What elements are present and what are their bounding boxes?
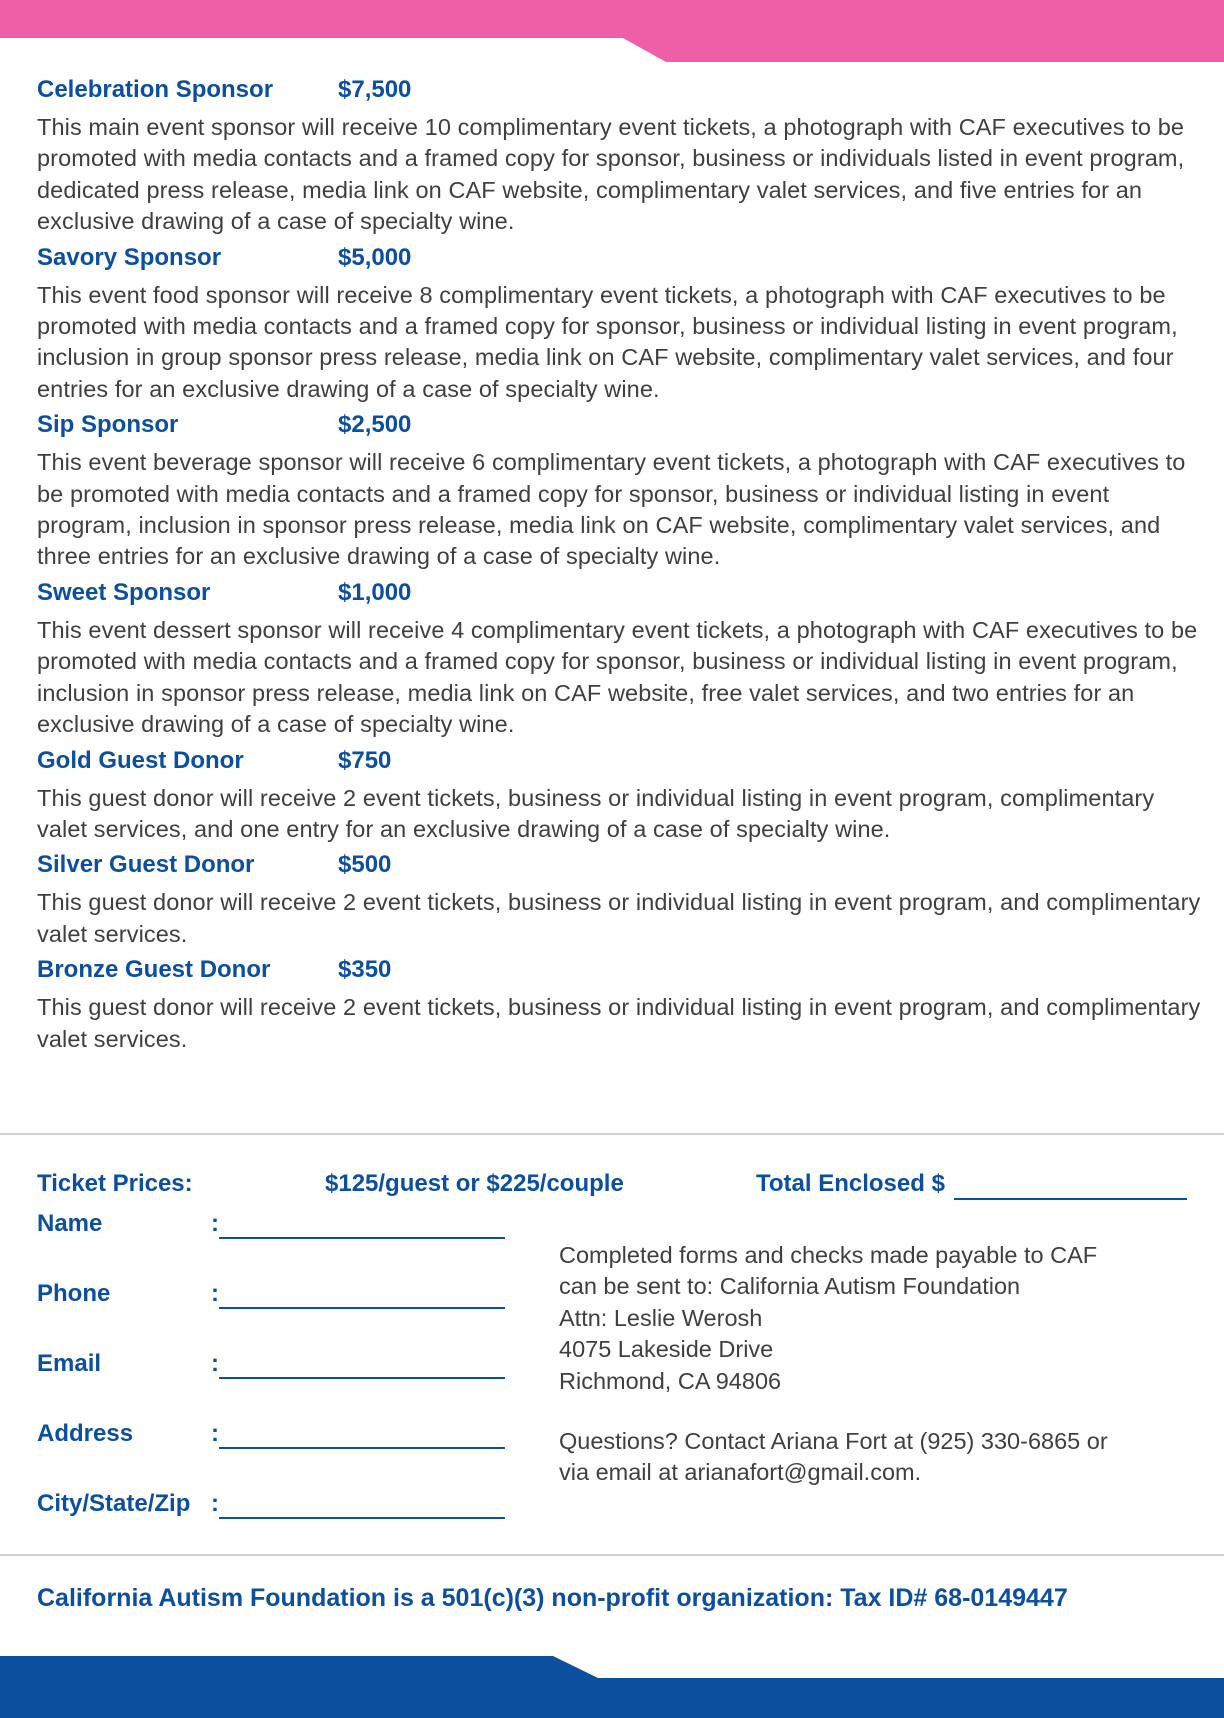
tier-name: Sip Sponsor: [37, 411, 179, 439]
mail-line: 4075 Lakeside Drive: [559, 1336, 774, 1363]
tier-sweet-sponsor: [37, 577, 1207, 741]
tier-sip-sponsor: [37, 409, 1207, 573]
tier-price: $5,000: [338, 243, 412, 271]
mailing-instructions: [559, 1240, 1199, 1397]
tier-description: This event food sponsor will receive 8 complimentary event tickets, a photograph with CAF executives to be promoted with media contacts and a framed copy for sponsor, business or individual listing in event program, inclusion in group sponsor press release, media link on CAF website, complimentary valet services, and four entries for an exclusive drawing of a case of specialty wine.: [37, 281, 1178, 402]
tier-name: Bronze Guest Donor: [37, 956, 271, 984]
tier-description: This event dessert sponsor will receive 4 complimentary event tickets, a photograph with CAF executives to be promoted with media contacts and a framed copy for sponsor, business or individual listing in event program, inclusion in sponsor press release, media link on CAF website, free valet services, and two entries for an exclusive drawing of a case of specialty wine.: [37, 616, 1198, 738]
tier-price: $2,500: [338, 411, 412, 439]
mail-line: Richmond, CA 94806: [559, 1367, 782, 1394]
sponsorship-tiers: [37, 74, 1207, 1059]
tier-description: This event beverage sponsor will receive 6 complimentary event tickets, a photograph with CAF executives to be promoted with media contacts and a framed copy for sponsor, business or individual listing in event program, inclusion in sponsor press release, media link on CAF website, complimentary valet services, and three entries for an exclusive drawing of a case of specialty wine.: [37, 449, 1186, 570]
mail-line: can be sent to: California Autism Foundation: [559, 1273, 1021, 1300]
tier-price: $350: [338, 956, 392, 984]
tier-price: $7,500: [338, 76, 412, 103]
mail-line: Attn: Leslie Werosh: [559, 1304, 763, 1331]
tier-name: Celebration Sponsor: [37, 76, 274, 103]
phone-field[interactable]: [219, 1307, 505, 1309]
tier-name: Silver Guest Donor: [37, 851, 255, 879]
tier-name: Savory Sponsor: [37, 243, 222, 271]
tier-name: Sweet Sponsor: [37, 578, 211, 606]
questions-contact: [559, 1426, 1199, 1489]
name-label: Name: [37, 1210, 103, 1237]
email-label: Email: [37, 1350, 102, 1377]
phone-colon: :: [211, 1280, 219, 1307]
tier-price: $500: [338, 851, 392, 879]
mail-line: Completed forms and checks made payable to CAF: [559, 1242, 1098, 1268]
name-field[interactable]: [219, 1237, 505, 1239]
tier-price: $1,000: [338, 578, 412, 606]
tier-bronze-guest-donor: [37, 954, 1207, 1055]
tier-name: Gold Guest Donor: [37, 746, 244, 774]
nonprofit-statement: California Autism Foundation is a 501(c)(3) non-profit organization: Tax ID# 68-0149447: [37, 1584, 1068, 1612]
phone-label: Phone: [37, 1280, 111, 1307]
tier-description: This main event sponsor will receive 10 complimentary event tickets, a photograph with CAF executives to be promoted with media contacts and a framed copy for sponsor, business or individuals listed in event program, dedicated press release, media link on CAF website, complimentary valet services, and five entries for an exclusive drawing of a case of specialty wine.: [37, 114, 1185, 235]
name-colon: :: [211, 1210, 219, 1237]
section-divider: [0, 1133, 1224, 1135]
city-state-zip-field[interactable]: [219, 1517, 505, 1519]
tier-celebration-sponsor: [37, 74, 1207, 238]
total-enclosed-field[interactable]: [954, 1198, 1187, 1200]
tier-silver-guest-donor: [37, 849, 1207, 950]
ticket-prices-label: Ticket Prices:: [37, 1170, 193, 1197]
total-enclosed-label: Total Enclosed $: [756, 1170, 945, 1197]
address-label: Address: [37, 1420, 134, 1447]
questions-line: via email at arianafort@gmail.com.: [559, 1459, 922, 1486]
city-state-zip-colon: :: [211, 1490, 219, 1517]
email-colon: :: [211, 1350, 219, 1377]
footer-divider: [0, 1554, 1224, 1556]
email-field[interactable]: [219, 1377, 505, 1379]
tier-description: This guest donor will receive 2 event tickets, business or individual listing in event program, and complimentary valet services.: [37, 994, 1201, 1052]
tier-price: $750: [338, 746, 392, 774]
city-state-zip-label: City/State/Zip: [37, 1490, 191, 1517]
bottom-blue-band: [0, 1654, 1224, 1718]
top-pink-band: [0, 0, 1224, 62]
ticket-prices-value: $125/guest or $225/couple: [325, 1170, 624, 1197]
tier-gold-guest-donor: [37, 745, 1207, 846]
tier-savory-sponsor: [37, 242, 1207, 406]
questions-line: Questions? Contact Ariana Fort at (925) 330-6865 or: [559, 1428, 1108, 1454]
address-colon: :: [211, 1420, 219, 1447]
tier-description: This guest donor will receive 2 event tickets, business or individual listing in event program, complimentary valet services, and one entry for an exclusive drawing of a case of specialty wine.: [37, 784, 1155, 842]
address-field[interactable]: [219, 1447, 505, 1449]
tier-description: This guest donor will receive 2 event tickets, business or individual listing in event program, and complimentary valet services.: [37, 889, 1201, 947]
